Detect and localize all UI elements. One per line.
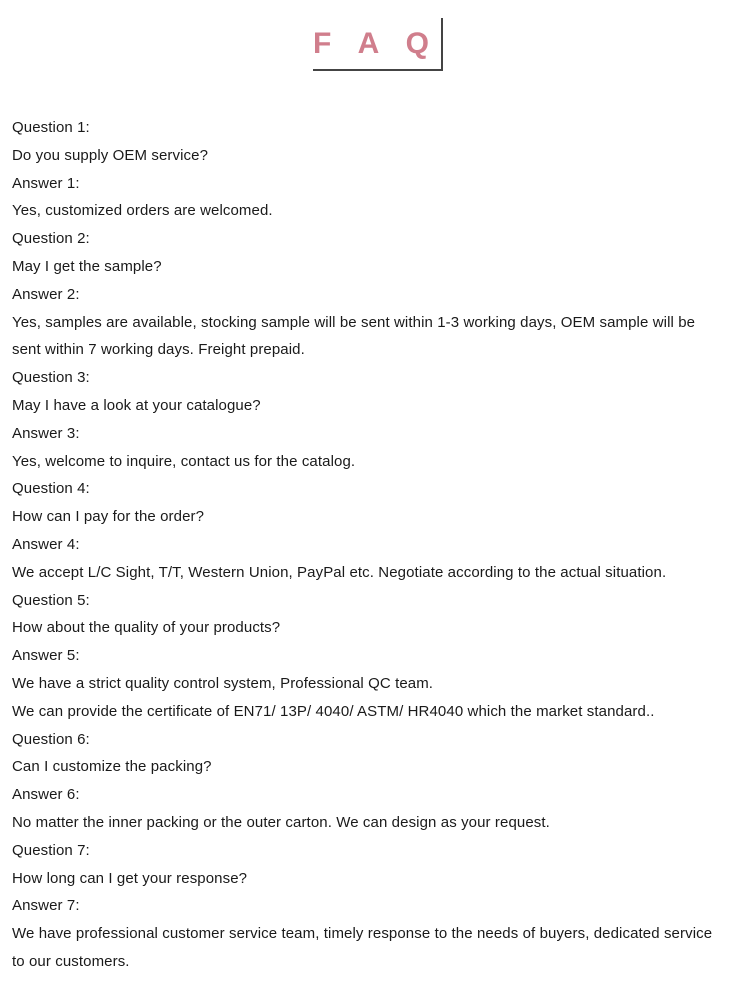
faq-answer-label: Answer 1: (12, 174, 80, 192)
faq-title-letter-a: A (357, 27, 380, 60)
faq-title-letter-q: Q (405, 27, 429, 60)
faq-question-label: Question 3: (12, 369, 90, 387)
faq-answer-text: Yes, customized orders are welcomed. (12, 202, 273, 220)
faq-question-label: Question 4: (12, 480, 90, 498)
faq-answer-text: to our customers. (12, 952, 130, 970)
faq-answer-text: We can provide the certificate of EN71/ 13P/ 4040/ ASTM/ HR4040 which the market standard.. (12, 702, 655, 720)
faq-question-text: How about the quality of your products? (12, 619, 281, 637)
faq-question-text: How can I pay for the order? (12, 508, 205, 526)
faq-question-label: Question 5: (12, 591, 90, 609)
faq-answer-text: We accept L/C Sight, T/T, Western Union, PayPal etc. Negotiate according to the actual situation. (12, 563, 667, 581)
faq-answer-text: Yes, samples are available, stocking sample will be sent within 1-3 working days, OEM sample will be (12, 313, 696, 331)
faq-body (12, 114, 742, 976)
faq-answer-text: Yes, welcome to inquire, contact us for the catalog. (12, 452, 356, 470)
faq-question-label: Question 6: (12, 730, 90, 748)
faq-answer-label: Answer 5: (12, 647, 80, 665)
faq-answer-label: Answer 6: (12, 786, 80, 804)
faq-question-label: Question 1: (12, 119, 90, 136)
faq-title-letter-f: F (313, 27, 332, 60)
faq-header (313, 18, 443, 71)
faq-question-text: Can I customize the packing? (12, 758, 212, 776)
faq-answer-text: We have a strict quality control system, Professional QC team. (12, 674, 434, 692)
faq-question-label: Question 2: (12, 230, 90, 248)
faq-answer-label: Answer 7: (12, 897, 80, 915)
faq-question-label: Question 7: (12, 841, 90, 859)
faq-question-text: Do you supply OEM service? (12, 146, 209, 164)
faq-answer-text: sent within 7 working days. Freight prepaid. (12, 341, 305, 359)
faq-answer-text: No matter the inner packing or the outer carton. We can design as your request. (12, 813, 550, 831)
faq-answer-label: Answer 4: (12, 535, 80, 553)
faq-answer-text: We have professional customer service team, timely response to the needs of buyers, dedicated service (12, 925, 713, 943)
faq-question-text: May I have a look at your catalogue? (12, 396, 261, 414)
faq-question-text: May I get the sample? (12, 257, 162, 275)
faq-answer-label: Answer 2: (12, 285, 80, 303)
faq-question-text: How long can I get your response? (12, 869, 248, 887)
faq-answer-label: Answer 3: (12, 424, 80, 442)
faq-title (313, 26, 439, 62)
